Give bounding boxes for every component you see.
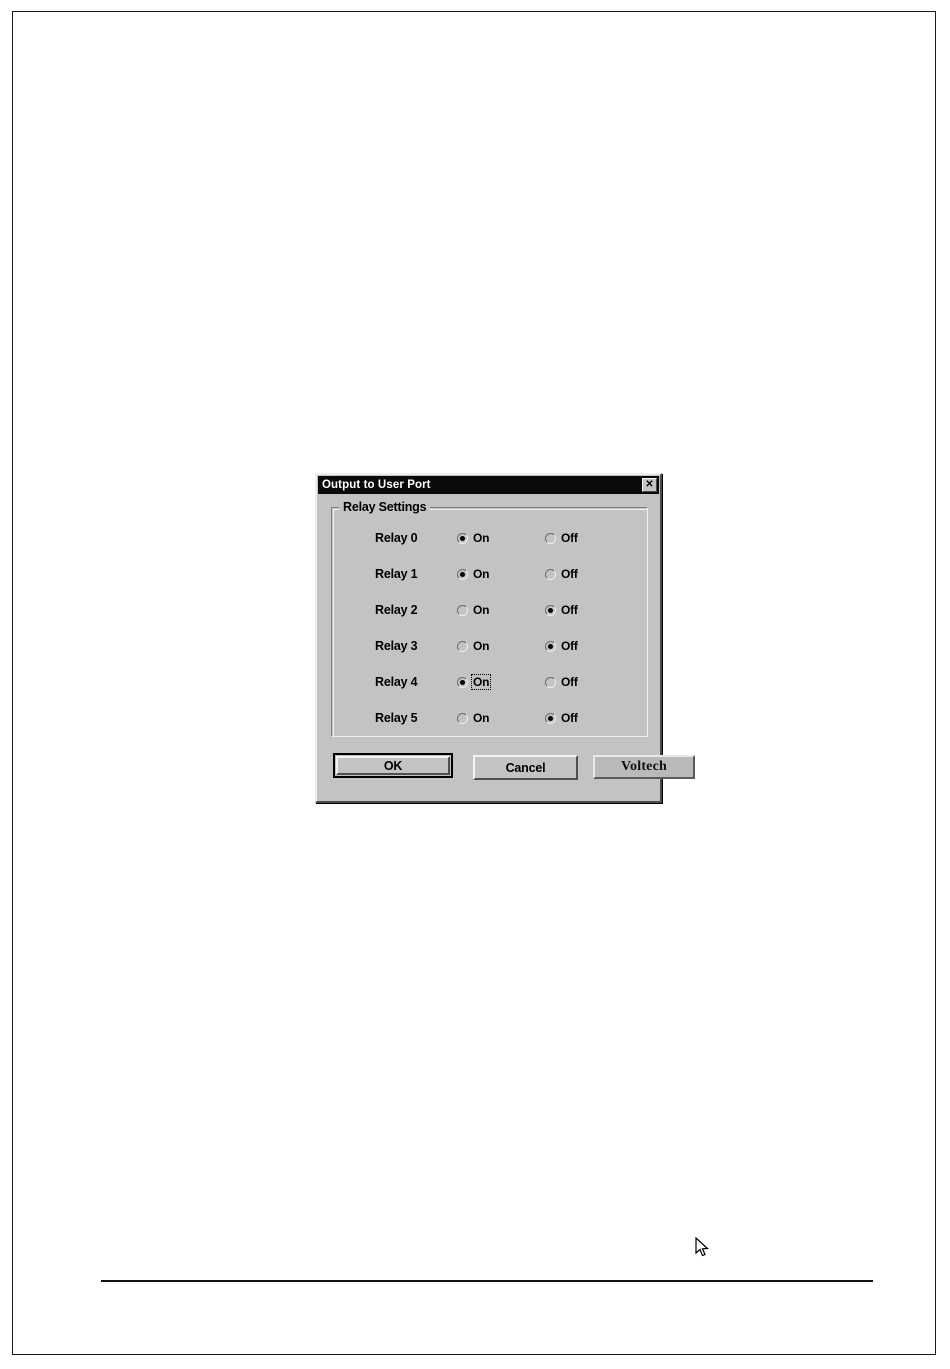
radio-icon[interactable] <box>545 641 556 652</box>
relay-2-on-label: On <box>473 603 490 617</box>
cancel-button[interactable] <box>473 755 578 780</box>
relay-5-on-option[interactable] <box>457 711 545 725</box>
radio-icon[interactable] <box>457 569 468 580</box>
relay-label-5: Relay 5 <box>375 711 418 725</box>
radio-icon[interactable] <box>545 533 556 544</box>
relay-0-on-label: On <box>473 531 490 545</box>
relay-label-1: Relay 1 <box>375 567 418 581</box>
relay-3-off-option[interactable] <box>545 639 633 653</box>
relay-1-on-label: On <box>473 567 490 581</box>
relay-5-off-option[interactable] <box>545 711 633 725</box>
radio-icon[interactable] <box>545 713 556 724</box>
relay-row <box>337 671 637 693</box>
relay-4-off-label: Off <box>561 675 578 689</box>
relay-2-off-option[interactable] <box>545 603 633 617</box>
relay-5-on-label: On <box>473 711 490 725</box>
ok-button-inner <box>336 756 450 775</box>
output-to-user-port-dialog <box>315 473 667 803</box>
relay-1-on-option[interactable] <box>457 567 545 581</box>
relay-0-off-label: Off <box>561 531 578 545</box>
relay-3-on-option[interactable] <box>457 639 545 653</box>
mouse-cursor-icon <box>695 1237 711 1259</box>
close-icon[interactable]: ✕ <box>642 478 657 492</box>
ok-button[interactable] <box>333 753 453 778</box>
voltech-logo-button[interactable] <box>593 755 695 779</box>
relay-1-off-option[interactable] <box>545 567 633 581</box>
relay-label-3: Relay 3 <box>375 639 418 653</box>
relay-4-on-option[interactable] <box>457 675 545 689</box>
radio-icon[interactable] <box>457 605 468 616</box>
relay-0-on-option[interactable] <box>457 531 545 545</box>
radio-icon[interactable] <box>545 605 556 616</box>
voltech-logo-label: Voltech <box>621 759 667 774</box>
radio-icon[interactable] <box>457 677 468 688</box>
relay-label-0: Relay 0 <box>375 531 418 545</box>
relay-row <box>337 707 637 729</box>
dialog-title: Output to User Port <box>322 479 431 491</box>
relay-4-off-option[interactable] <box>545 675 633 689</box>
page-footer-rule <box>101 1280 873 1282</box>
ok-button-label: OK <box>383 758 403 773</box>
dialog-titlebar[interactable] <box>318 476 659 494</box>
radio-icon[interactable] <box>457 641 468 652</box>
relay-0-off-option[interactable] <box>545 531 633 545</box>
relay-2-off-label: Off <box>561 603 578 617</box>
relay-3-on-label: On <box>473 639 490 653</box>
relay-2-on-option[interactable] <box>457 603 545 617</box>
relay-1-off-label: Off <box>561 567 578 581</box>
relay-settings-legend: Relay Settings <box>339 500 430 514</box>
relay-row <box>337 563 637 585</box>
relay-4-on-label: On <box>473 675 490 689</box>
cancel-button-label: Cancel <box>505 760 546 775</box>
radio-icon[interactable] <box>457 713 468 724</box>
relay-row <box>337 599 637 621</box>
relay-5-off-label: Off <box>561 711 578 725</box>
relay-row <box>337 635 637 657</box>
radio-icon[interactable] <box>457 533 468 544</box>
radio-icon[interactable] <box>545 677 556 688</box>
document-page <box>12 11 936 1355</box>
relay-row <box>337 527 637 549</box>
relay-label-4: Relay 4 <box>375 675 418 689</box>
relay-label-2: Relay 2 <box>375 603 418 617</box>
relay-3-off-label: Off <box>561 639 578 653</box>
radio-icon[interactable] <box>545 569 556 580</box>
